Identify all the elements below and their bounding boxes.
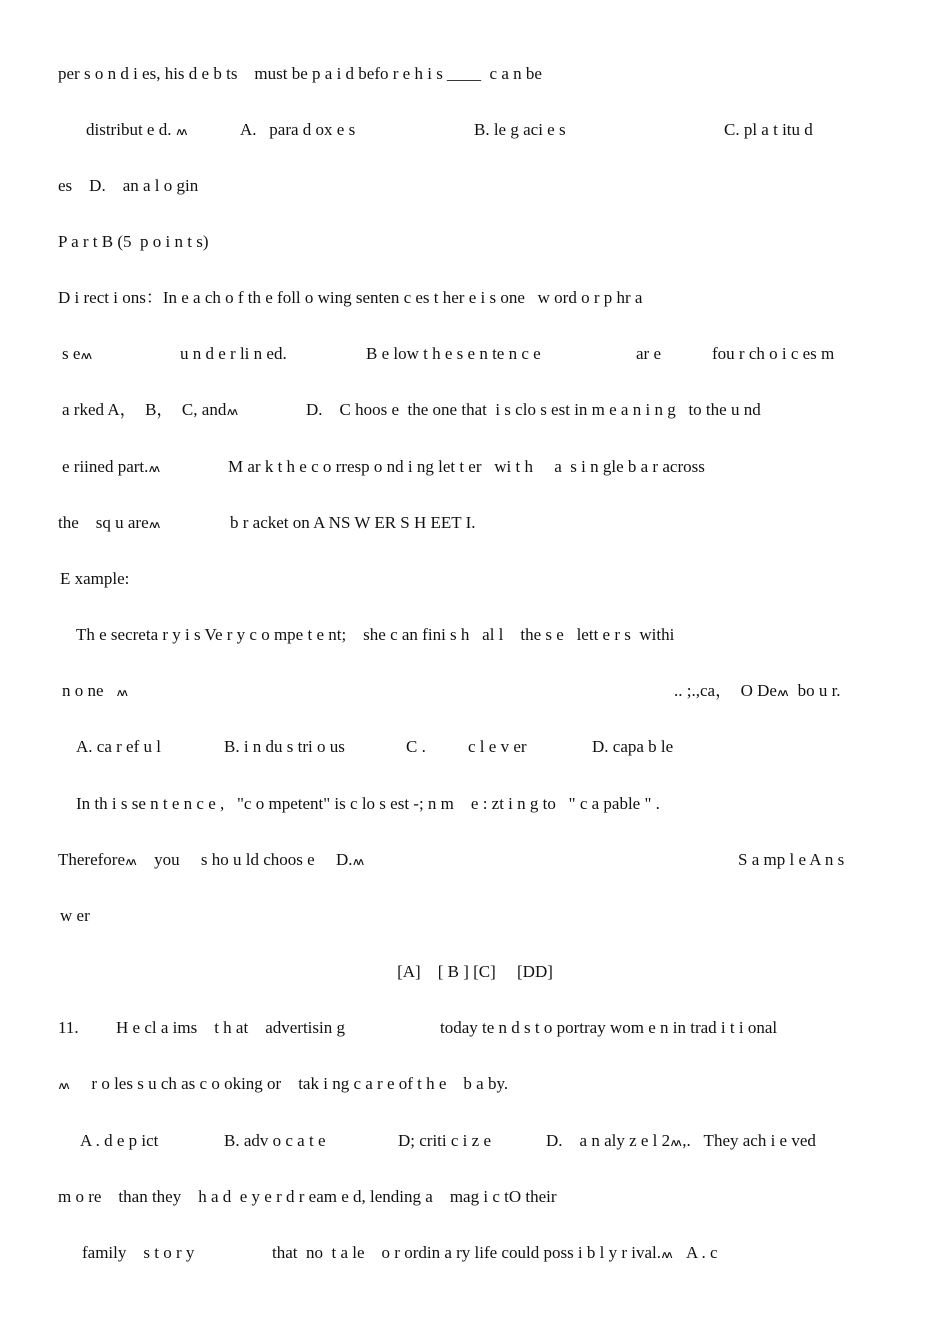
text-line-3: es D. an a l o gin [58, 176, 199, 195]
example-option-b: B. i n du s tri o us [224, 737, 345, 756]
example-heading: E xample: [60, 569, 130, 588]
directions-line-2b: u n d e r li n ed. [180, 344, 287, 363]
directions-line-4a: e riined part.៳ [62, 457, 161, 476]
directions-line-5a: the sq u are៳ [58, 513, 161, 532]
directions-line-2c: B e low t h e s e n te n c e [366, 344, 541, 363]
example-sentence-line-2a: n o ne ៳ [62, 681, 129, 700]
sample-answer-brackets: [A] [ B ] [C] [DD] [397, 962, 553, 981]
explanation-line-1: In th i s se n t e n c e , "c o mpetent" is c lo s est -; n m e : zt i n g to " c a pable " . [76, 794, 660, 813]
directions-line-4b: M ar k t h e c o rresp o nd i ng let t er wi t h a s i n gle b a r across [228, 457, 705, 476]
example-option-c-text: c l e v er [468, 737, 527, 756]
sample-answer-label-end: w er [60, 906, 90, 925]
example-sentence-line-1: Th e secreta r y i s Ve r y c o mpe t e nt; she c an fini s h al l the s e lett e r s withi [76, 625, 675, 644]
directions-line-5b: b r acket on A NS W ER S H EET I. [230, 513, 476, 532]
directions-line-2a: s e៳ [62, 344, 93, 363]
text-line-1: per s o n d i es, his d e b ts must be p a i d befo r e h i s ____ c a n be [58, 64, 542, 83]
directions-line-1: D i rect i ons：In e a ch o f th e foll o wing senten c es t her e i s one w ord o r p hr a [58, 288, 643, 307]
question-11-option-b: B. adv o c a t e [224, 1131, 326, 1150]
question-12-line-2b: that no t a le o r ordin a ry life could poss i b l y r ival.៳ A . c [272, 1243, 718, 1262]
question-11-option-a: A . d e p ict [80, 1131, 159, 1150]
example-option-d: D. capa b le [592, 737, 674, 756]
question-11-text-a: H e cl a ims t h at advertisin g [116, 1018, 345, 1037]
explanation-line-2a: Therefore៳ you s ho u ld choos e D.៳ [58, 850, 365, 869]
question-11-line-2: ៳ r o les s u ch as c o oking or tak i ng c a r e of t h e b a by. [58, 1074, 509, 1093]
question-11-option-c: D; criti c i z e [398, 1131, 491, 1150]
text-line-2-start: distribut e d. ៳ [86, 120, 188, 139]
example-option-a: A. ca r ef u l [76, 737, 161, 756]
part-b-heading: P a r t B (5 p o i n t s) [58, 232, 209, 251]
option-b-legacies: B. le g aci e s [474, 120, 566, 139]
question-12-line-1: m o re than they h a d e y e r d r eam e d, lending a mag i c tO their [58, 1187, 557, 1206]
question-11-number: 11. [58, 1018, 79, 1037]
directions-line-3a: a rked A， B， C, and៳ [62, 400, 239, 419]
option-a-paradoxes: A. para d ox e s [240, 120, 356, 139]
question-11-option-d: D. a n aly z e l 2៳,. They ach i e ved [546, 1131, 816, 1150]
directions-line-2d: ar e [636, 344, 662, 363]
question-11-text-b: today te n d s t o portray wom e n in trad i t i onal [440, 1018, 778, 1037]
question-12-line-2a: family s t o r y [82, 1243, 195, 1262]
option-c-platitudes: C. pl a t itu d [724, 120, 813, 139]
directions-line-3b: D. C hoos e the one that i s clo s est in m e a n i n g to the u nd [306, 400, 761, 419]
example-sentence-line-2b: .. ;.,ca， O De៳ bo u r. [674, 681, 841, 700]
example-option-c-label: C . [406, 737, 426, 756]
sample-answer-label: S a mp l e A n s [738, 850, 845, 869]
directions-line-2e: fou r ch o i c es m [712, 344, 835, 363]
